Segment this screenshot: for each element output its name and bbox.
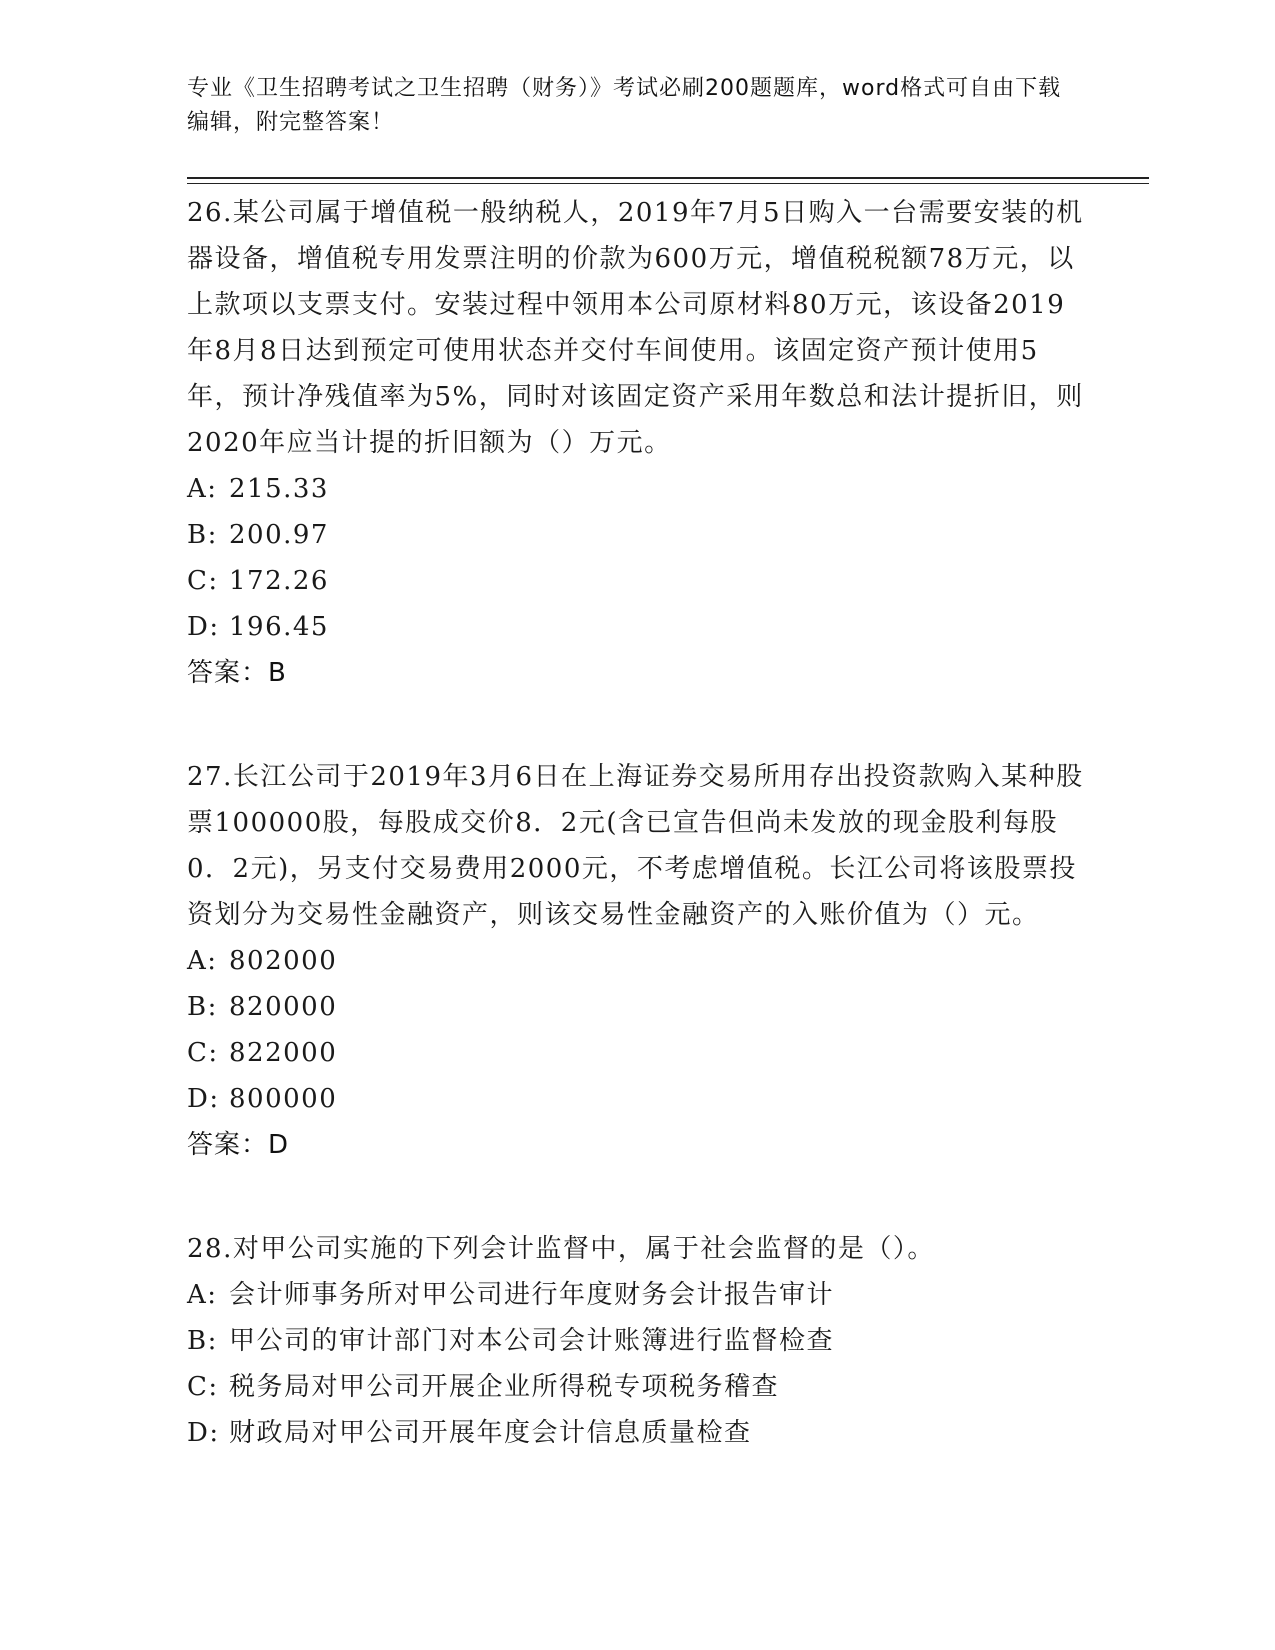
option-letter: D:: [187, 1084, 220, 1114]
option-a: [187, 938, 1087, 984]
option-letter: C:: [187, 1372, 219, 1402]
question-stem: [187, 754, 1087, 938]
option-text: 172.26: [229, 566, 329, 596]
question-block-27: [187, 754, 1087, 1168]
answer-line: 答案：B: [187, 658, 287, 688]
option-letter: B:: [187, 992, 218, 1022]
answer-line: 答案：D: [187, 1130, 290, 1160]
option-letter: A:: [187, 474, 218, 504]
option-text: 802000: [229, 946, 338, 976]
page-header: 专业《卫生招聘考试之卫生招聘（财务）》考试必刷200题题库，word格式可自由下载编辑，附完整答案！: [187, 76, 1062, 135]
option-text: 820000: [229, 992, 338, 1022]
option-letter: A:: [187, 946, 218, 976]
question-stem: [187, 1226, 1087, 1272]
header-rule-thick: [187, 177, 1149, 179]
question-text: 28.对甲公司实施的下列会计监督中，属于社会监督的是（）。: [187, 1234, 935, 1264]
option-c: [187, 1364, 1087, 1410]
option-text: 800000: [229, 1084, 338, 1114]
option-text: 215.33: [229, 474, 329, 504]
option-b: [187, 984, 1087, 1030]
option-c: [187, 1030, 1087, 1076]
option-text: 196.45: [229, 612, 329, 642]
option-letter: B:: [187, 1326, 218, 1356]
question-text: 26.某公司属于增值税一般纳税人，2019年7月5日购入一台需要安装的机器设备，增值税专用发票注明的价款为600万元，增值税税额78万元，以上款项以支票支付。安装过程中领用本公司原材料80万元，该设备2019年8月8日达到预定可使用状态并交付车间使用。该固定资产预计使用5年，预计净残值率为5%，同时对该固定资产采用年数总和法计提折旧，则2020年应当计提的折旧额为（）万元。: [187, 198, 1084, 458]
option-text: 税务局对甲公司开展企业所得税专项税务稽查: [229, 1372, 780, 1402]
question-block-28: [187, 1226, 1087, 1456]
option-a: [187, 466, 1087, 512]
option-d: [187, 1076, 1087, 1122]
option-letter: D:: [187, 612, 220, 642]
option-text: 会计师事务所对甲公司进行年度财务会计报告审计: [229, 1280, 835, 1310]
option-text: 甲公司的审计部门对本公司会计账簿进行监督检查: [229, 1326, 835, 1356]
option-c: [187, 558, 1087, 604]
option-d: [187, 604, 1087, 650]
option-letter: C:: [187, 1038, 219, 1068]
option-text: 财政局对甲公司开展年度会计信息质量检查: [229, 1418, 752, 1448]
option-letter: D:: [187, 1418, 220, 1448]
option-b: [187, 512, 1087, 558]
question-text: 27.长江公司于2019年3月6日在上海证券交易所用存出投资款购入某种股票100000股，每股成交价8．2元(含已宣告但尚未发放的现金股利每股0．2元)，另支付交易费用2000元，不考虑增值税。长江公司将该股票投资划分为交易性金融资产，则该交易性金融资产的入账价值为（）元。: [187, 762, 1084, 930]
option-letter: C:: [187, 566, 219, 596]
option-d: [187, 1410, 1087, 1456]
option-a: [187, 1272, 1087, 1318]
question-stem: [187, 190, 1087, 466]
option-b: [187, 1318, 1087, 1364]
question-list: [187, 190, 1087, 1514]
option-letter: A:: [187, 1280, 218, 1310]
option-letter: B:: [187, 520, 218, 550]
option-text: 822000: [229, 1038, 338, 1068]
question-block-26: [187, 190, 1087, 696]
option-text: 200.97: [229, 520, 329, 550]
header-rule-thin: [187, 183, 1149, 184]
